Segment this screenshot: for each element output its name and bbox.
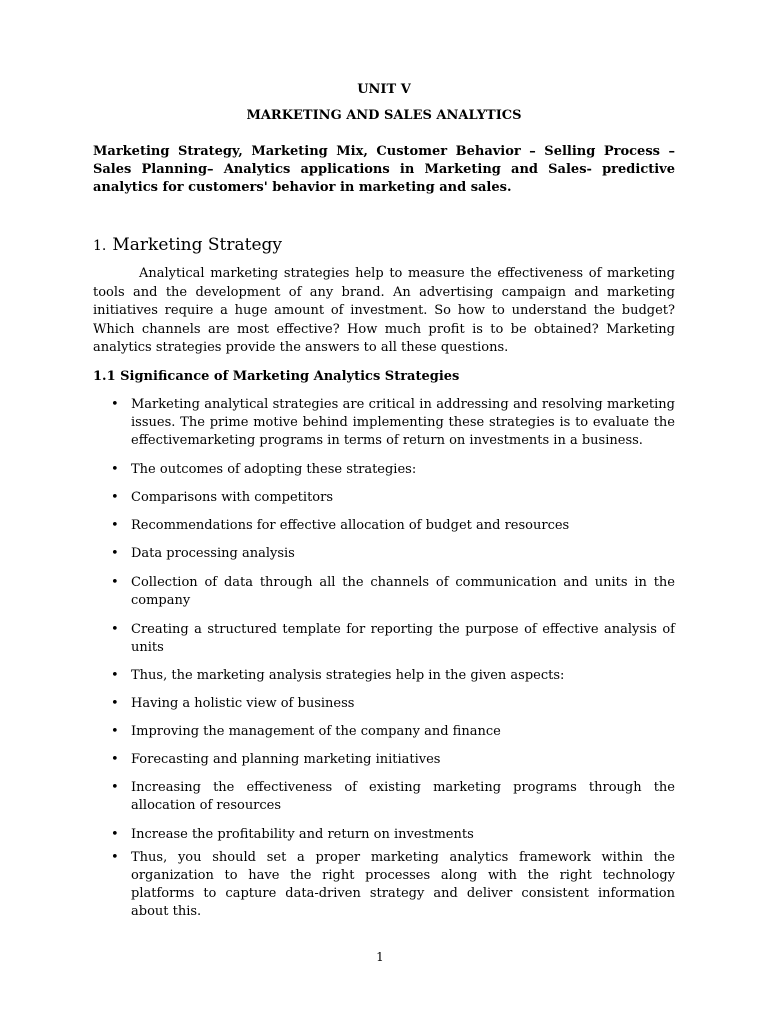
list-item-text: Having a holistic view of business — [131, 696, 355, 711]
list-item-text: Increase the profitability and return on investments — [131, 827, 474, 842]
list-item — [111, 574, 675, 610]
bullet-icon: • — [111, 397, 119, 412]
list-item-text: The outcomes of adopting these strategies: — [131, 462, 417, 477]
bullet-icon: • — [111, 546, 119, 561]
list-item — [111, 695, 675, 713]
list-item — [111, 826, 675, 844]
unit-intro: Marketing Strategy, Marketing Mix, Customer Behavior – Selling Process – Sales Planning– Analytics applications in Marketing and Sales- predictive analytics for customers' behavior in marketing and sales. — [93, 144, 675, 195]
list-item-text: Forecasting and planning marketing initiatives — [131, 752, 441, 767]
bullet-icon: • — [111, 696, 119, 711]
bullet-icon: • — [111, 827, 119, 842]
page-subtitle: MARKETING AND SALES ANALYTICS — [246, 108, 522, 123]
list-item — [111, 751, 675, 769]
list-item-text: Collection of data through all the channels of communication and units in the company — [131, 575, 675, 608]
list-item-text: Creating a structured template for reporting the purpose of effective analysis of units — [131, 622, 675, 655]
list-item — [111, 489, 675, 507]
bullet-icon: • — [111, 518, 119, 533]
bullet-icon: • — [111, 780, 119, 795]
section-heading — [93, 234, 282, 257]
subsection-heading: 1.1 Significance of Marketing Analytics Strategies — [93, 369, 460, 384]
bullet-icon: • — [111, 724, 119, 739]
list-item — [111, 396, 675, 450]
bullet-icon: • — [111, 752, 119, 767]
section-paragraph: Analytical marketing strategies help to measure the effectiveness of marketing tools and the development of any brand. An advertising campaign and marketing initiatives require a huge amount of investment. So how to understand the budget? Which channels are most effective? How much profit is to be obtained? Marketing analytics strategies provide the answers to all these questions. — [93, 266, 675, 355]
bullet-icon: • — [111, 575, 119, 590]
bullet-icon: • — [111, 490, 119, 505]
list-item — [111, 667, 675, 685]
bullet-icon: • — [111, 668, 119, 683]
list-item-text: Comparisons with competitors — [131, 490, 334, 505]
list-item-text: Improving the management of the company and finance — [131, 724, 501, 739]
list-item-text: Recommendations for effective allocation of budget and resources — [131, 518, 570, 533]
list-item — [111, 461, 675, 479]
page-number: 1 — [376, 950, 384, 964]
list-item — [111, 517, 675, 535]
list-item — [111, 723, 675, 741]
list-item-text: Thus, the marketing analysis strategies help in the given aspects: — [131, 668, 565, 683]
list-item-text: Thus, you should set a proper marketing analytics framework within the organization to have the right processes along with the right technology platforms to capture data-driven strategy and deliver consistent information about this. — [131, 850, 675, 919]
list-item — [111, 779, 675, 815]
list-item-text: Marketing analytical strategies are critical in addressing and resolving marketing issues. The prime motive behind implementing these strategies is to evaluate the effectivemarketing programs in terms of return on investments in a business. — [131, 397, 675, 448]
bullet-icon: • — [111, 462, 119, 477]
bullet-icon: • — [111, 850, 119, 865]
bullet-icon: • — [111, 622, 119, 637]
list-item — [111, 849, 675, 921]
list-item — [111, 545, 675, 563]
unit-title: UNIT V — [357, 82, 411, 97]
section-title: Marketing Strategy — [112, 235, 283, 255]
section-number: 1. — [93, 238, 107, 254]
list-item-text: Increasing the effectiveness of existing marketing programs through the allocation of resources — [131, 780, 675, 813]
list-item — [111, 621, 675, 657]
list-item-text: Data processing analysis — [131, 546, 295, 561]
